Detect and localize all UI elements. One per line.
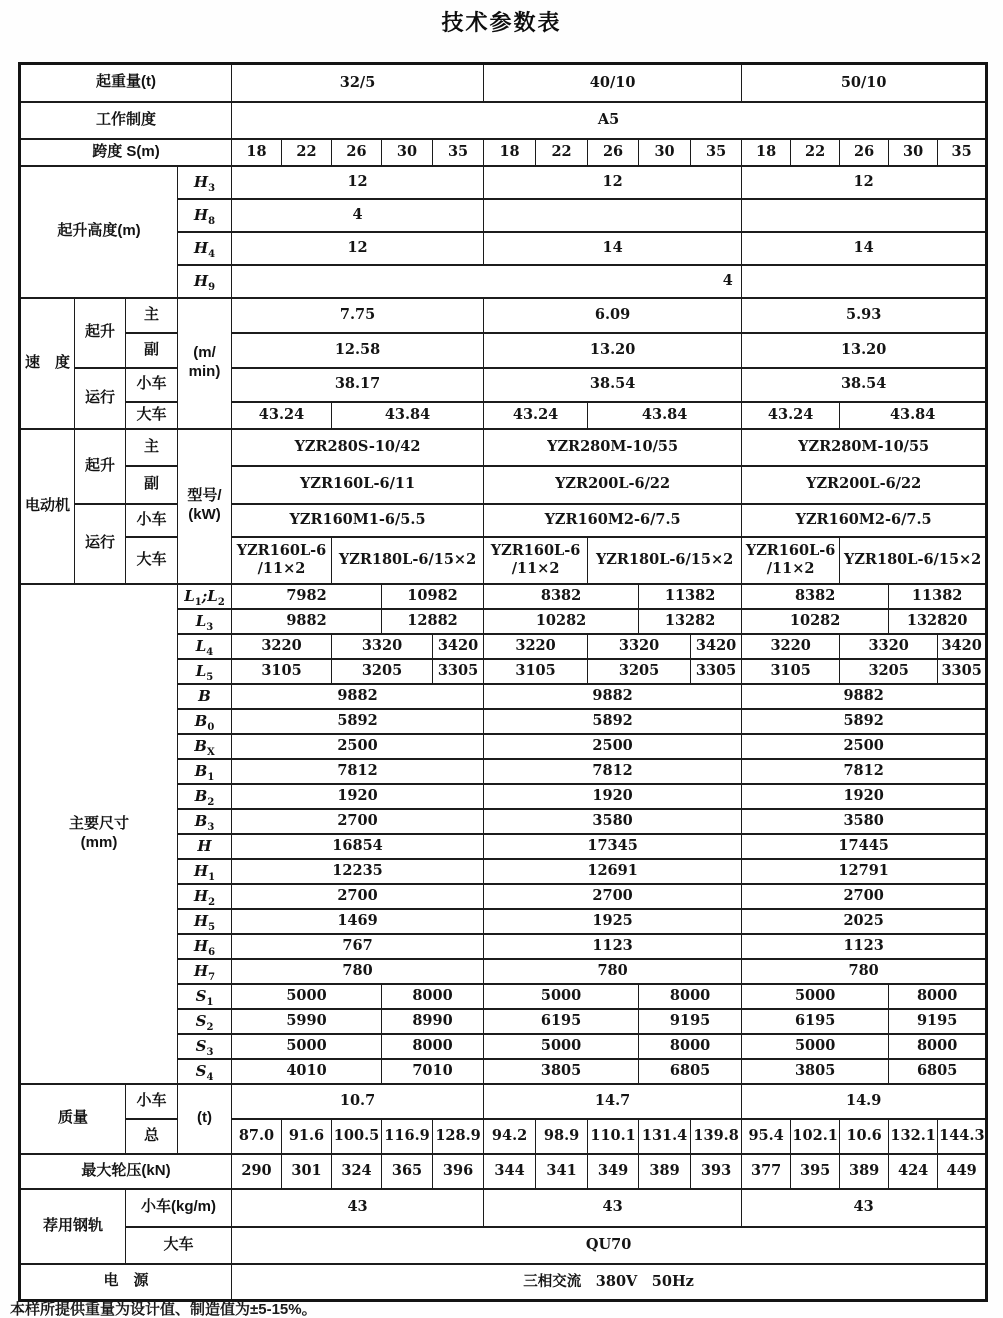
value-cell: 12882 (382, 609, 484, 634)
value-cell: 6195 (742, 1009, 889, 1034)
dimension-symbol: $B_3$ (178, 809, 232, 834)
value-cell: 12235 (232, 859, 484, 884)
value-cell: 2700 (232, 884, 484, 909)
row-label: (t) (178, 1084, 232, 1154)
value-cell: 395 (791, 1154, 840, 1189)
value-cell: 139.8 (691, 1119, 742, 1154)
value-cell: 9882 (232, 609, 382, 634)
row-label: 起重量(t) (20, 64, 232, 102)
dimension-symbol: $B_1$ (178, 759, 232, 784)
value-cell: YZR160M1-6/5.5 (232, 504, 484, 537)
row-label: 大车 (126, 1227, 232, 1264)
value-cell: 341 (536, 1154, 588, 1189)
value-cell: 22 (282, 139, 332, 166)
value-cell: 2700 (484, 884, 742, 909)
value-cell: 7010 (382, 1059, 484, 1084)
value-cell: 38.17 (232, 368, 484, 402)
value-cell: QU70 (232, 1227, 987, 1264)
spec-table (18, 62, 988, 1302)
value-cell: 1920 (232, 784, 484, 809)
value-cell: 3220 (484, 634, 588, 659)
value-cell: 131.4 (639, 1119, 691, 1154)
value-cell: 5000 (484, 984, 639, 1009)
dimension-symbol: $H_8$ (178, 199, 232, 232)
dimension-symbol: H (178, 834, 232, 859)
value-cell: YZR160L-6 /11×2 (742, 537, 840, 584)
value-cell: 38.54 (742, 368, 987, 402)
value-cell: 2700 (232, 809, 484, 834)
value-cell: 349 (588, 1154, 639, 1189)
value-cell: 22 (791, 139, 840, 166)
value-cell: 95.4 (742, 1119, 791, 1154)
value-cell: 9195 (889, 1009, 987, 1034)
value-cell: 6.09 (484, 298, 742, 333)
value-cell: 1920 (742, 784, 987, 809)
value-cell: 3220 (232, 634, 332, 659)
value-cell: 43 (742, 1189, 987, 1227)
value-cell: 8000 (382, 984, 484, 1009)
value-cell: 18 (232, 139, 282, 166)
value-cell: 11382 (639, 584, 742, 609)
dimension-symbol: B (178, 684, 232, 709)
table-row (20, 1227, 987, 1264)
value-cell: 3420 (691, 634, 742, 659)
value-cell: YZR280M-10/55 (742, 429, 987, 466)
value-cell: 2025 (742, 909, 987, 934)
dimension-symbol: $L_5$ (178, 659, 232, 684)
value-cell: 12 (232, 232, 484, 265)
value-cell: 5000 (484, 1034, 639, 1059)
value-cell: 三相交流 380V 50Hz (232, 1264, 987, 1301)
value-cell: 389 (840, 1154, 889, 1189)
value-cell: 4010 (232, 1059, 382, 1084)
value-cell: YZR180L-6/15×2 (588, 537, 742, 584)
value-cell: 43 (232, 1189, 484, 1227)
value-cell: 12 (232, 166, 484, 199)
value-cell: 8990 (382, 1009, 484, 1034)
value-cell: 8000 (889, 984, 987, 1009)
dimension-symbol: $L_3$ (178, 609, 232, 634)
value-cell: 32/5 (232, 64, 484, 102)
value-cell: 5000 (742, 1034, 889, 1059)
table-row (20, 368, 987, 402)
value-cell: 3805 (484, 1059, 639, 1084)
value-cell: 5000 (232, 984, 382, 1009)
value-cell: 87.0 (232, 1119, 282, 1154)
value-cell: 9882 (232, 684, 484, 709)
value-cell: 6805 (639, 1059, 742, 1084)
value-cell: 449 (938, 1154, 987, 1189)
value-cell: 13.20 (484, 333, 742, 368)
dimension-symbol: $B_X$ (178, 734, 232, 759)
value-cell: 3305 (938, 659, 987, 684)
value-cell: 1920 (484, 784, 742, 809)
value-cell: 301 (282, 1154, 332, 1189)
value-cell: 3580 (484, 809, 742, 834)
row-label: 电动机 (20, 429, 75, 584)
value-cell: 780 (232, 959, 484, 984)
value-cell: 12.58 (232, 333, 484, 368)
dimension-symbol: $B_2$ (178, 784, 232, 809)
value-cell: 7982 (232, 584, 382, 609)
row-label: 速 度 (20, 298, 75, 429)
row-label: 起升 (75, 298, 126, 368)
value-cell: 7.75 (232, 298, 484, 333)
value-cell: 7812 (742, 759, 987, 784)
value-cell: 38.54 (484, 368, 742, 402)
value-cell: 1123 (484, 934, 742, 959)
row-label: 型号/ (kW) (178, 429, 232, 584)
value-cell: 43.24 (232, 402, 332, 429)
value-cell: YZR160M2-6/7.5 (484, 504, 742, 537)
value-cell: 2700 (742, 884, 987, 909)
value-cell: 7812 (232, 759, 484, 784)
dimension-symbol: $H_1$ (178, 859, 232, 884)
value-cell: 5892 (742, 709, 987, 734)
value-cell: YZR200L-6/22 (742, 466, 987, 504)
value-cell: 4 (232, 265, 742, 298)
value-cell: 7812 (484, 759, 742, 784)
value-cell: 10282 (742, 609, 889, 634)
table-row (20, 429, 987, 466)
value-cell: 26 (588, 139, 639, 166)
value-cell: 3105 (232, 659, 332, 684)
dimension-symbol: $L_1;L_2$ (178, 584, 232, 609)
value-cell: 6195 (484, 1009, 639, 1034)
value-cell: 26 (332, 139, 382, 166)
value-cell: 1925 (484, 909, 742, 934)
value-cell: 110.1 (588, 1119, 639, 1154)
row-label: 起升 (75, 429, 126, 504)
row-label: 小车 (126, 504, 178, 537)
dimension-symbol: $H_6$ (178, 934, 232, 959)
table-row (20, 139, 987, 166)
row-label: 小车 (126, 1084, 178, 1119)
row-label: 小车(kg/m) (126, 1189, 232, 1227)
value-cell: 5.93 (742, 298, 987, 333)
value-cell: 98.9 (536, 1119, 588, 1154)
value-cell: 377 (742, 1154, 791, 1189)
table-row (20, 402, 987, 429)
table-row (20, 102, 987, 139)
value-cell (742, 265, 987, 298)
value-cell: 26 (840, 139, 889, 166)
value-cell: 5892 (484, 709, 742, 734)
value-cell: 40/10 (484, 64, 742, 102)
value-cell: YZR180L-6/15×2 (332, 537, 484, 584)
table-row (20, 333, 987, 368)
value-cell: 100.5 (332, 1119, 382, 1154)
value-cell: 1469 (232, 909, 484, 934)
value-cell: 4 (232, 199, 484, 232)
table-row (20, 64, 987, 102)
value-cell: 5000 (232, 1034, 382, 1059)
value-cell: 424 (889, 1154, 938, 1189)
value-cell: 9882 (484, 684, 742, 709)
value-cell (484, 199, 742, 232)
value-cell: 2500 (484, 734, 742, 759)
dimension-symbol: $B_0$ (178, 709, 232, 734)
value-cell: 3105 (742, 659, 840, 684)
row-label: 跨度 S(m) (20, 139, 232, 166)
value-cell: 12791 (742, 859, 987, 884)
value-cell: 3205 (840, 659, 938, 684)
table-row (20, 1264, 987, 1301)
value-cell: 3580 (742, 809, 987, 834)
value-cell: 30 (382, 139, 433, 166)
value-cell: 3320 (332, 634, 433, 659)
table-row (20, 1084, 987, 1119)
value-cell: 5892 (232, 709, 484, 734)
value-cell: 780 (484, 959, 742, 984)
value-cell (742, 199, 987, 232)
value-cell: 396 (433, 1154, 484, 1189)
dimension-symbol: $H_5$ (178, 909, 232, 934)
row-label: 荐用钢轨 (20, 1189, 126, 1264)
row-label: 主 (126, 429, 178, 466)
row-label: 运行 (75, 504, 126, 584)
value-cell: 3305 (433, 659, 484, 684)
value-cell: 767 (232, 934, 484, 959)
value-cell: 43.24 (742, 402, 840, 429)
value-cell: 3420 (938, 634, 987, 659)
dimension-symbol: $H_2$ (178, 884, 232, 909)
value-cell: 11382 (889, 584, 987, 609)
row-label: 大车 (126, 537, 178, 584)
value-cell: YZR160L-6/11 (232, 466, 484, 504)
value-cell: 30 (639, 139, 691, 166)
row-label: 主 (126, 298, 178, 333)
value-cell: 35 (691, 139, 742, 166)
row-label: 副 (126, 466, 178, 504)
value-cell: 13282 (639, 609, 742, 634)
value-cell: 102.1 (791, 1119, 840, 1154)
value-cell: 3205 (588, 659, 691, 684)
value-cell: 12 (484, 166, 742, 199)
value-cell: 3805 (742, 1059, 889, 1084)
value-cell: 43 (484, 1189, 742, 1227)
table-row (20, 166, 987, 199)
row-label: 工作制度 (20, 102, 232, 139)
value-cell: 6805 (889, 1059, 987, 1084)
row-label: 小车 (126, 368, 178, 402)
value-cell: 344 (484, 1154, 536, 1189)
value-cell: 35 (433, 139, 484, 166)
dimension-symbol: $L_4$ (178, 634, 232, 659)
value-cell: 43.84 (332, 402, 484, 429)
value-cell: 50/10 (742, 64, 987, 102)
table-row (20, 537, 987, 584)
table-row (20, 1189, 987, 1227)
value-cell: 10.6 (840, 1119, 889, 1154)
table-row (20, 584, 987, 609)
value-cell: 5990 (232, 1009, 382, 1034)
value-cell: YZR200L-6/22 (484, 466, 742, 504)
value-cell: 14.7 (484, 1084, 742, 1119)
row-label: 副 (126, 333, 178, 368)
value-cell: 8382 (742, 584, 889, 609)
value-cell: 17445 (742, 834, 987, 859)
dimension-symbol: $H_3$ (178, 166, 232, 199)
value-cell: 3305 (691, 659, 742, 684)
value-cell: 12 (742, 166, 987, 199)
row-label: 最大轮压(kN) (20, 1154, 232, 1189)
value-cell: 13.20 (742, 333, 987, 368)
value-cell: 3220 (742, 634, 840, 659)
table-row (20, 298, 987, 333)
footnote: 本样所提供重量为设计值、制造值为±5-15%。 (10, 1301, 317, 1318)
value-cell: YZR160M2-6/7.5 (742, 504, 987, 537)
value-cell: A5 (232, 102, 987, 139)
value-cell: 14 (484, 232, 742, 265)
value-cell: 2500 (742, 734, 987, 759)
dimension-symbol: $H_4$ (178, 232, 232, 265)
value-cell: 14.9 (742, 1084, 987, 1119)
value-cell: YZR160L-6 /11×2 (484, 537, 588, 584)
value-cell: 393 (691, 1154, 742, 1189)
value-cell: 8000 (382, 1034, 484, 1059)
value-cell: 10282 (484, 609, 639, 634)
value-cell: 14 (742, 232, 987, 265)
value-cell: 91.6 (282, 1119, 332, 1154)
table-row (20, 504, 987, 537)
value-cell: 17345 (484, 834, 742, 859)
table-row (20, 1154, 987, 1189)
dimension-symbol: $S_4$ (178, 1059, 232, 1084)
value-cell: 43.84 (840, 402, 987, 429)
value-cell: 8000 (639, 1034, 742, 1059)
value-cell: YZR280M-10/55 (484, 429, 742, 466)
value-cell: 16854 (232, 834, 484, 859)
value-cell: 18 (742, 139, 791, 166)
row-label: 主要尺寸 (mm) (20, 584, 178, 1084)
value-cell: 324 (332, 1154, 382, 1189)
value-cell: 22 (536, 139, 588, 166)
dimension-symbol: $S_2$ (178, 1009, 232, 1034)
value-cell: YZR180L-6/15×2 (840, 537, 987, 584)
value-cell: 3320 (588, 634, 691, 659)
value-cell: 43.24 (484, 402, 588, 429)
dimension-symbol: $S_3$ (178, 1034, 232, 1059)
value-cell: 128.9 (433, 1119, 484, 1154)
value-cell: 9882 (742, 684, 987, 709)
row-label: 总 (126, 1119, 178, 1154)
value-cell: 780 (742, 959, 987, 984)
value-cell: 35 (938, 139, 987, 166)
value-cell: 8000 (639, 984, 742, 1009)
value-cell: 5000 (742, 984, 889, 1009)
table-row (20, 466, 987, 504)
value-cell: 365 (382, 1154, 433, 1189)
value-cell: 2500 (232, 734, 484, 759)
dimension-symbol: $H_9$ (178, 265, 232, 298)
value-cell: 116.9 (382, 1119, 433, 1154)
dimension-symbol: $H_7$ (178, 959, 232, 984)
value-cell: 3105 (484, 659, 588, 684)
value-cell: 43.84 (588, 402, 742, 429)
value-cell: 144.3 (938, 1119, 987, 1154)
row-label: 电 源 (20, 1264, 232, 1301)
row-label: 大车 (126, 402, 178, 429)
row-label: 质量 (20, 1084, 126, 1154)
value-cell: 3320 (840, 634, 938, 659)
value-cell: YZR160L-6 /11×2 (232, 537, 332, 584)
value-cell: 8382 (484, 584, 639, 609)
value-cell: 30 (889, 139, 938, 166)
row-label: 起升高度(m) (20, 166, 178, 298)
value-cell: 94.2 (484, 1119, 536, 1154)
value-cell: 3420 (433, 634, 484, 659)
value-cell: 10982 (382, 584, 484, 609)
dimension-symbol: $S_1$ (178, 984, 232, 1009)
value-cell: 132.1 (889, 1119, 938, 1154)
row-label: (m/ min) (178, 298, 232, 429)
value-cell: YZR280S-10/42 (232, 429, 484, 466)
page-title: 技术参数表 (441, 10, 562, 35)
value-cell: 12691 (484, 859, 742, 884)
value-cell: 3205 (332, 659, 433, 684)
value-cell: 290 (232, 1154, 282, 1189)
value-cell: 9195 (639, 1009, 742, 1034)
value-cell: 132820 (889, 609, 987, 634)
value-cell: 8000 (889, 1034, 987, 1059)
row-label: 运行 (75, 368, 126, 429)
value-cell: 1123 (742, 934, 987, 959)
value-cell: 18 (484, 139, 536, 166)
value-cell: 389 (639, 1154, 691, 1189)
value-cell: 10.7 (232, 1084, 484, 1119)
table-row (20, 1119, 987, 1154)
